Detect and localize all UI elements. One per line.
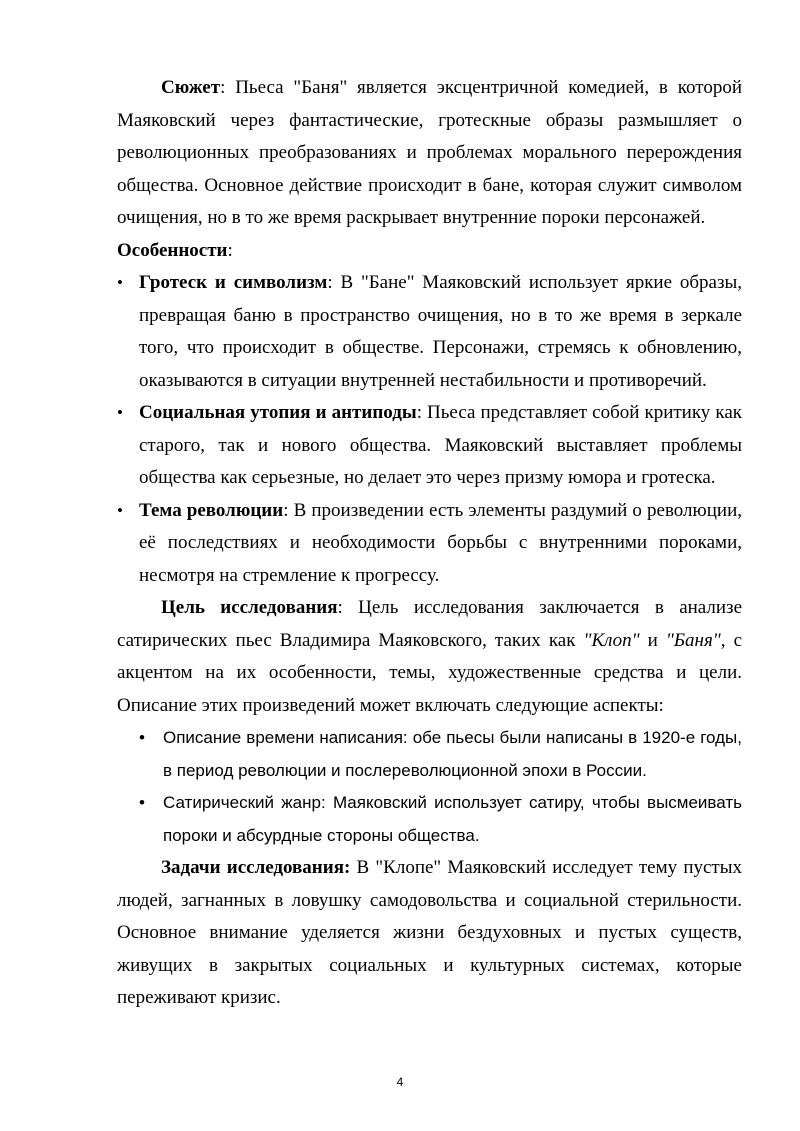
list-item-title: Гротеск и символизм — [139, 272, 328, 293]
list-item: • Описание времени написания: обе пьесы были написаны в 1920-е годы, в период революции и послереволюционной эпохи в России. — [117, 722, 742, 787]
play-title-banya: "Баня" — [665, 629, 721, 651]
list-item-text: : Пьеса представляет собой критику как старого, так и нового общества. Маяковский выставляет проблемы общества как серьезные, но делает это через призму юмора и гротеска. — [139, 402, 742, 488]
list-item-text: : В "Бане" Маяковский использует яркие образы, превращая баню в пространство очищения, но в то же время в зеркале того, что происходит в обществе. Персонажи, стремясь к обновлению, оказываются в ситуации внутренней нестабильности и противоречий. — [139, 272, 742, 391]
aspects-list — [117, 722, 742, 852]
list-item — [117, 397, 742, 495]
list-item — [117, 267, 742, 397]
features-label: Особенности — [117, 239, 228, 261]
play-title-klop: "Клоп" — [583, 629, 640, 651]
list-item: • Сатирический жанр: Маяковский использует сатиру, чтобы высмеивать пороки и абсурдные стороны общества. — [117, 787, 742, 852]
goal-paragraph: Цель исследования: Цель исследования заключается в анализе сатирических пьес Владимира Маяковского, таких как "Клоп" и "Баня", с акцентом на их особенности, темы, художественные средства и цели. Описание этих произведений может включать следующие аспекты: — [117, 597, 742, 716]
list-item-title: Социальная утопия и антиподы — [139, 402, 417, 423]
plot-text: : Пьеса "Баня" является эксцентричной комедией, в которой Маяковский через фантастические, гротескные образы размышляет о революционных преобразованиях и проблемах морального перерождения общества. Основное действие происходит в бане, которая служит символом очищения, но в то же время раскрывает внутренние пороки персонажей. — [117, 77, 742, 228]
page-number: 4 — [396, 1075, 404, 1089]
plot-paragraph — [117, 72, 742, 235]
features-list — [117, 267, 742, 592]
page-content — [117, 72, 742, 1015]
tasks-text: В "Клопе" Маяковский исследует тему пустых людей, загнанных в ловушку самодовольства и социальной стерильности. Основное внимание уделяется жизни бездуховных и пустых существ, живущих в закрытых социальных и культурных системах, которые переживают кризис. — [117, 857, 742, 1008]
tasks-label: Задачи исследования: — [161, 857, 351, 878]
features-heading: Особенности: — [117, 239, 233, 261]
tasks-paragraph — [117, 852, 742, 1015]
list-item — [117, 495, 742, 593]
goal-label: Цель исследования — [161, 597, 338, 618]
list-item-title: Тема революции — [139, 499, 284, 521]
plot-label: Сюжет — [161, 77, 221, 98]
list-item-text: : В произведении есть элементы раздумий о революции, её последствиях и необходимости борьбы с внутренними пороками, несмотря на стремление к прогрессу. — [139, 499, 742, 586]
